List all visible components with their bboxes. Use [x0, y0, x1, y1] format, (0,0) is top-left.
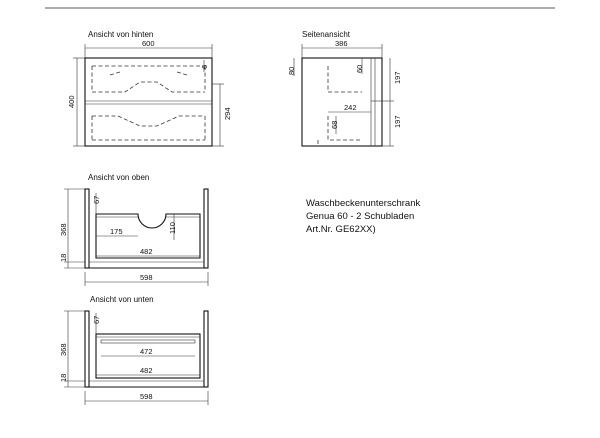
back-gap-dim: 6 [200, 64, 209, 69]
product-info [306, 198, 420, 235]
bottom-view-title: Ansicht von unten [90, 295, 154, 304]
back-view-title: Ansicht von hinten [88, 30, 154, 39]
side-siphon-dim: 60 [355, 64, 364, 73]
product-article: Art.Nr. GE62XX) [306, 224, 376, 235]
top-cut-depth-dim: 110 [168, 222, 177, 234]
back-view [67, 30, 232, 146]
side-small-dim: 68 [330, 120, 339, 129]
side-upper-dim: 197 [393, 71, 402, 84]
bottom-back-gap-dim: 67 [92, 315, 101, 324]
top-depth-dim: 368 [59, 223, 68, 236]
back-width-dim: 600 [142, 39, 155, 48]
bottom-width-dim: 598 [140, 392, 153, 401]
bottom-inner-top-dim: 472 [140, 347, 153, 356]
top-back-gap-dim: 67 [92, 195, 101, 204]
top-view-title: Ansicht von oben [88, 173, 150, 182]
top-width-dim: 598 [140, 273, 153, 282]
top-cut-left-dim: 175 [110, 227, 123, 236]
product-model: Genua 60 - 2 Schubladen [306, 211, 415, 222]
top-front-dim: 18 [59, 253, 68, 262]
bottom-front-dim: 18 [59, 373, 68, 382]
bottom-inner-dim: 482 [140, 366, 153, 375]
back-cabinet-outline [85, 58, 212, 146]
back-height-dim: 400 [67, 95, 76, 108]
top-view [59, 173, 208, 286]
side-view-title: Seitenansicht [302, 30, 351, 39]
top-inner-dim: 482 [140, 247, 153, 256]
side-inner-dim: 242 [344, 103, 357, 112]
side-lower-dim: 197 [393, 115, 402, 128]
side-depth-dim: 386 [335, 39, 348, 48]
bottom-view [59, 295, 208, 405]
side-cabinet-outline [302, 58, 382, 146]
bottom-depth-dim: 368 [59, 343, 68, 356]
side-view [287, 30, 402, 146]
back-drawer-dim: 294 [223, 107, 232, 120]
side-top-dim: 80 [287, 66, 296, 75]
product-name: Waschbeckenunterschrank [306, 198, 421, 209]
